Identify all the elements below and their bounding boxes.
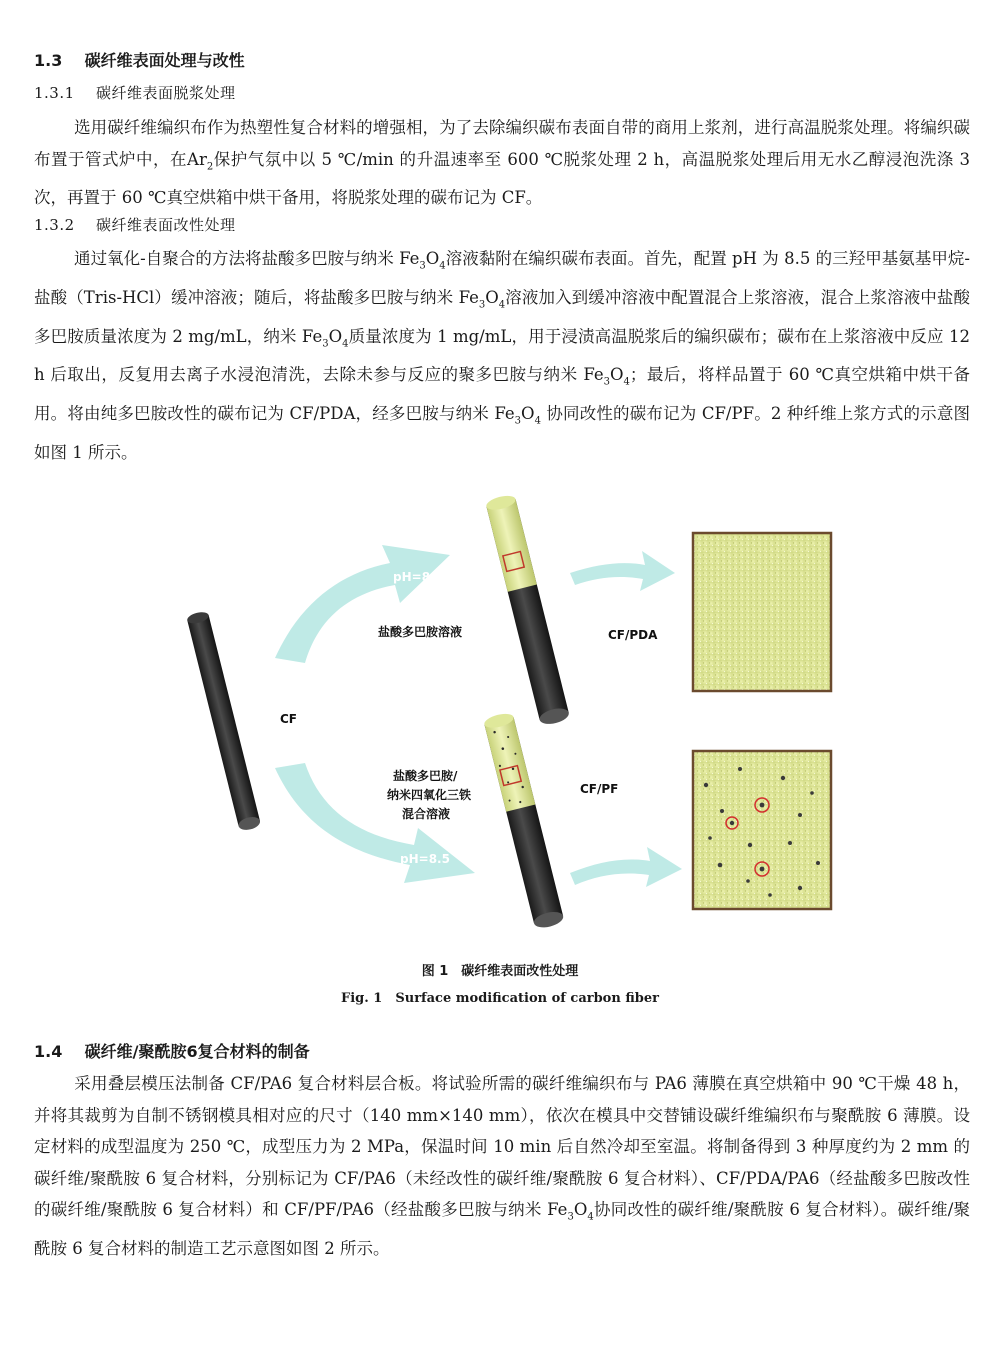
cf-pf-fiber <box>483 711 565 930</box>
arrow-to-pda <box>570 551 675 591</box>
cf-pda-fiber <box>485 493 570 726</box>
section-1-3-heading <box>34 48 245 71</box>
section-title: 碳纤维表面脱浆处理 <box>96 84 236 102</box>
label-cf: CF <box>280 712 298 726</box>
figure-1-diagram <box>150 493 850 943</box>
label-cf-pf: CF/PF <box>580 782 619 796</box>
section-title: 碳纤维/聚酰胺6复合材料的制备 <box>84 1042 310 1061</box>
section-number: 1.3.1 <box>34 84 75 102</box>
label-cf-pda: CF/PDA <box>608 628 658 642</box>
section-1-4-heading <box>34 1039 310 1062</box>
label-ph-bottom: pH=8.5 <box>400 852 450 866</box>
section-1-3-2-heading <box>34 214 236 235</box>
zoom-panel-pda <box>693 533 831 691</box>
paragraph-desizing: 选用碳纤维编织布作为热塑性复合材料的增强相，为了去除编织碳布表面自带的商用上浆剂，进行高温脱浆处理。将编织碳布置于管式炉中，在$Ar_2$保护气氛中以 5 ℃/min 的升温速率至 600 ℃脱浆处理 2 h，高温脱浆处理后用无水乙醇浸泡洗涤 3 次，再置于 60 ℃真空烘箱中烘干备用，将脱浆处理的碳布记为 CF。 <box>34 118 970 208</box>
arrow-to-pf <box>570 847 682 887</box>
section-title: 碳纤维表面处理与改性 <box>84 51 245 70</box>
figure-caption-cn: 图 1 碳纤维表面改性处理 <box>421 964 579 979</box>
section-1-3-1-heading <box>34 82 236 103</box>
label-solution-top: 盐酸多巴胺溶液 <box>378 625 463 639</box>
section-title: 碳纤维表面改性处理 <box>96 216 236 234</box>
arrow-top <box>275 545 450 663</box>
figure-caption-en: Fig. 1 Surface modification of carbon fiber <box>341 991 659 1006</box>
paragraph-preparation: 采用叠层模压法制备 CF/PA6 复合材料层合板。将试验所需的碳纤维编织布与 PA6 薄膜在真空烘箱中 90 ℃干燥 48 h，并将其裁剪为自制不锈钢模具相对应的尺寸（140 mm×140 mm），依次在模具中交替铺设碳纤维编织布与聚酰胺 6 薄膜。设定材料的成型温度为 250 ℃，成型压力为 2 MPa，保温时间 10 min 后自然冷却至室温。将制备得到 3 种厚度约为 2 mm 的碳纤维/聚酰胺 6 复合材料，分别标记为 CF/PA6（未经改性的碳纤维/聚酰胺 6 复合材料）、CF/PDA/PA6（经盐酸多巴胺改性的碳纤维/聚酰胺 6 复合材料）和 CF/PF/PA6（经盐酸多巴胺与纳米 $Fe_3O_4$协同改性的碳纤维/聚酰胺 6 复合材料）。碳纤维/聚酰胺 6 复合材料的制造工艺示意图如图 2 所示。 <box>34 1074 971 1258</box>
section-number: 1.3 <box>34 51 63 70</box>
bare-carbon-fiber <box>186 610 261 832</box>
section-number: 1.3.2 <box>34 216 75 234</box>
paragraph-modification: 通过氧化-自聚合的方法将盐酸多巴胺与纳米 $Fe_3O_4$溶液黏附在编织碳布表面。首先，配置 pH 为 8.5 的三羟甲基氨基甲烷-盐酸（Tris-HCl）缓冲溶液；随后，将盐酸多巴胺与纳米 $Fe_3O_4$溶液加入到缓冲溶液中配置混合上浆溶液，混合上浆溶液中盐酸多巴胺质量浓度为 2 mg/mL，纳米 $Fe_3O_4$质量浓度为 1 mg/mL，用于浸渍高温脱浆后的编织碳布；碳布在上浆溶液中反应 12 h 后取出，反复用去离子水浸泡清洗，去除未参与反应的聚多巴胺与纳米 $Fe_3O_4$；最后，将样品置于 60 ℃真空烘箱中烘干备用。将由纯多巴胺改性的碳布记为 CF/PDA，经多巴胺与纳米 $Fe_3O_4$ 协同改性的碳布记为 CF/PF。2 种纤维上浆方式的示意图如图 1 所示。 <box>34 249 971 462</box>
zoom-panel-pf <box>693 751 831 909</box>
label-solution-bottom-1: 盐酸多巴胺/ <box>393 769 458 783</box>
section-number: 1.4 <box>34 1042 63 1061</box>
label-solution-bottom-3: 混合溶液 <box>402 807 451 821</box>
label-solution-bottom-2: 纳米四氧化三铁 <box>387 788 472 802</box>
label-ph-top: pH=8.5 <box>393 570 443 584</box>
